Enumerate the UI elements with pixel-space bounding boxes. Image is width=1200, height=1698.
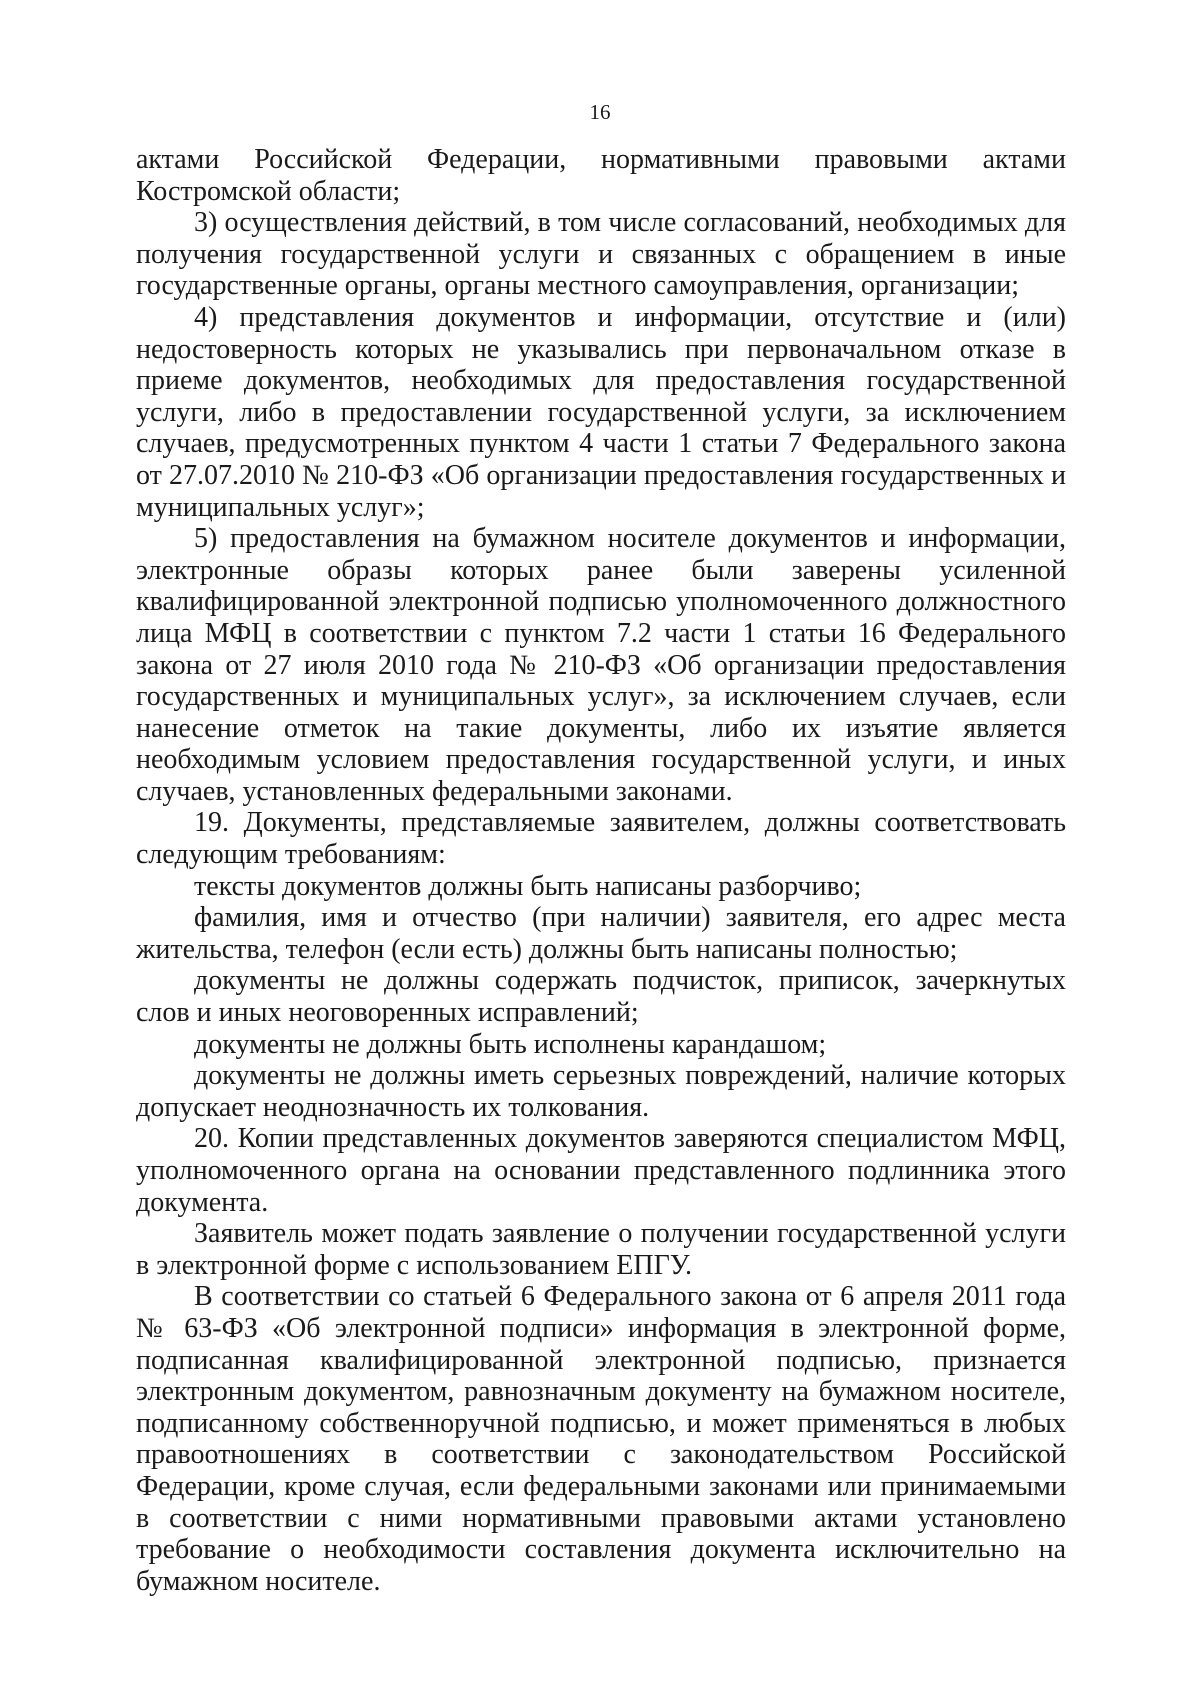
paragraph-section-19: 19. Документы, представляемые заявителем, должны соответствовать следующим требованиям:: [136, 807, 1066, 871]
paragraph-requirement-legible: тексты документов должны быть написаны разборчиво;: [194, 870, 862, 902]
paragraph-requirement-no-damage: документы не должны иметь серьезных повреждений, наличие которых допускает неоднозначность их толкования.: [136, 1060, 1066, 1123]
paragraph-item-3: 3) осуществления действий, в том числе согласований, необходимых для получения государственной услуги и связанных с обращением в иные государственные органы, органы местного самоуправления, организации;: [136, 207, 1066, 302]
paragraph-requirement-full-name: фамилия, имя и отчество (при наличии) заявителя, его адрес места жительства, телефон (если есть) должны быть написаны полностью;: [136, 902, 1066, 965]
document-body: [136, 144, 1066, 1597]
paragraph-item-4: 4) представления документов и информации, отсутствие и (или) недостоверность которых не указывались при первоначальном отказе в приеме документов, необходимых для предоставления государственной услуги, либо в предоставлении государственной услуги, за исключением случаев, предусмотренных пунктом 4 части 1 статьи 7 Федерального закона от 27.07.2010 № 210-ФЗ «Об организации предоставления государственных и муниципальных услуг»;: [136, 301, 1066, 523]
page-number: 16: [589, 100, 611, 124]
paragraph-electronic-application: Заявитель может подать заявление о получении государственной услуги в электронной форме с использованием ЕПГУ.: [136, 1218, 1066, 1281]
paragraph-item-5: 5) предоставления на бумажном носителе документов и информации, электронные образы которых ранее были заверены усиленной квалифицированной электронной подписью уполномоченного должностного лица МФЦ в соответствии с пунктом 7.2 части 1 статьи 16 Федерального закона от 27 июля 2010 года № 210-ФЗ «Об организации предоставления государственных и муниципальных услуг», за исключением случаев, если нанесение отметок на такие документы, либо их изъятие является необходимым условием предоставления государственной услуги, и иных случаев, установленных федеральными законами.: [136, 523, 1066, 807]
paragraph-requirement-no-pencil: документы не должны быть исполнены карандашом;: [194, 1028, 827, 1060]
paragraph-requirement-no-corrections: документы не должны содержать подчисток, приписок, зачеркнутых слов и иных неоговоренных исправлений;: [136, 965, 1066, 1029]
paragraph-electronic-signature: В соответствии со статьей 6 Федерального закона от 6 апреля 2011 года № 63-ФЗ «Об электронной подписи» информация в электронной форме, подписанная квалифицированной электронной подписью, признается электронным документом, равнозначным документу на бумажном носителе, подписанному собственноручной подписью, и может применяться в любых правоотношениях в соответствии с законодательством Российской Федерации, кроме случая, если федеральными законами или принимаемыми в соответствии с ними нормативными правовыми актами установлено требование о необходимости составления документа исключительно на бумажном носителе.: [136, 1281, 1066, 1597]
paragraph-section-20: 20. Копии представленных документов заверяются специалистом МФЦ, уполномоченного органа на основании представленного подлинника этого документа.: [136, 1123, 1066, 1218]
paragraph-continuation: актами Российской Федерации, нормативными правовыми актами Костромской области;: [136, 144, 1066, 207]
